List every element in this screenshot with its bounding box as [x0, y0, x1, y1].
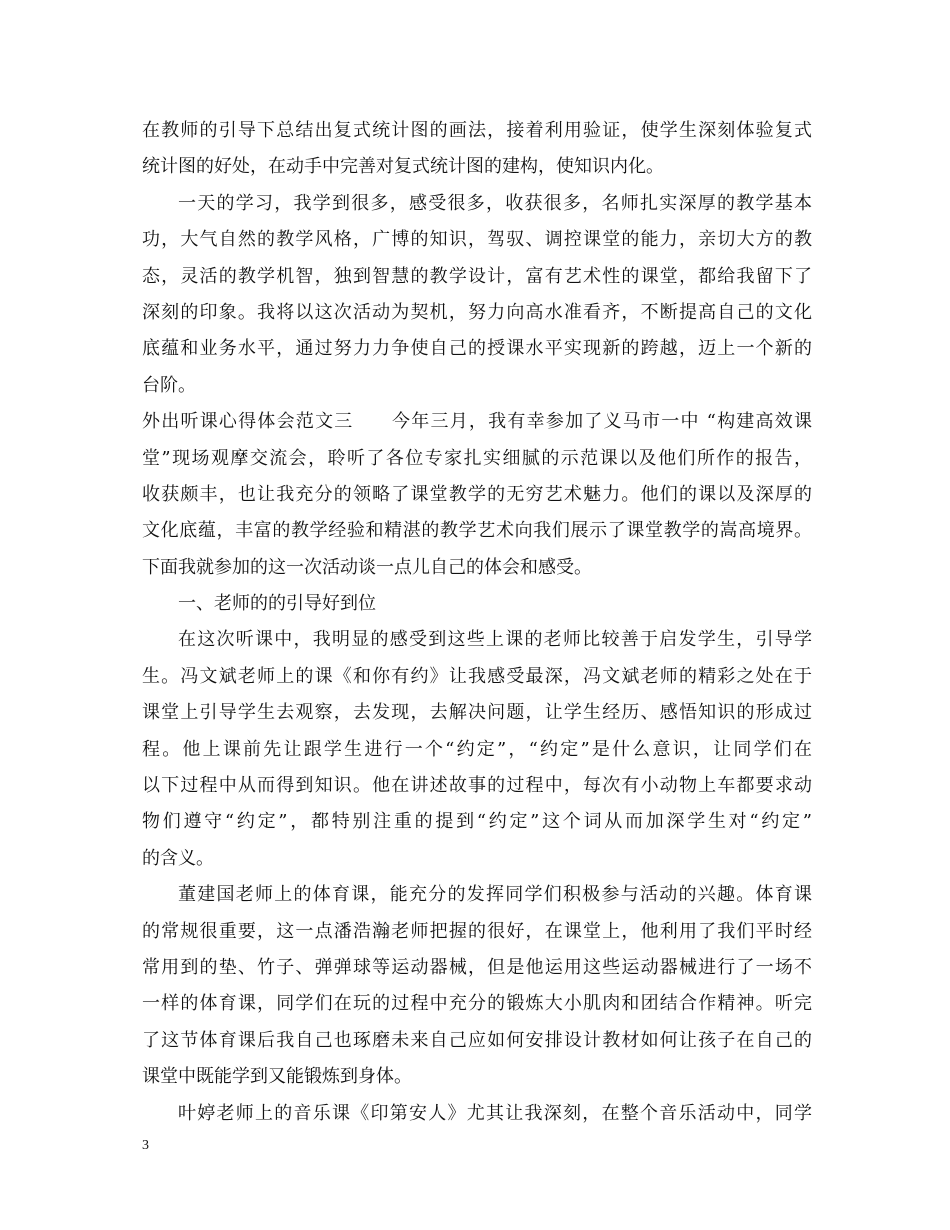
text-line: 了这节体育课后我自己也琢磨未来自己应如何安排设计教材如何让孩子在自己的: [142, 1029, 812, 1051]
section-title-line: 外出听课心得体会范文三 今年三月，我有幸参加了义马市一中 “构建高效课: [142, 411, 812, 433]
text-line: 统计图的好处，在动手中完善对复式统计图的建构，使知识内化。: [142, 156, 664, 178]
text-line: 态，灵活的教学机智，独到智慧的教学设计，富有艺术性的课堂，都给我留下了: [142, 265, 812, 287]
text-line: 以下过程中从而得到知识。他在讲述故事的过程中，每次有小动物上车都要求动: [142, 775, 812, 797]
text-line: 收获颇丰，也让我充分的领略了课堂教学的无穷艺术魅力。他们的课以及深厚的: [142, 483, 812, 505]
text-line: 程。他上课前先让跟学生进行一个“约定”，“约定”是什么意识，让同学们在: [142, 738, 812, 760]
text-line: 一样的体育课，同学们在玩的过程中充分的锻炼大小肌肉和团结合作精神。听完: [142, 993, 812, 1015]
text-line: 课堂中既能学到又能锻炼到身体。: [142, 1066, 412, 1088]
text-line: 底蕴和业务水平，通过努力力争使自己的授课水平实现新的跨越，迈上一个新的: [142, 338, 812, 360]
text-line: 物们遵守“约定”，都特别注重的提到“约定”这个词从而加深学生对“约定”: [142, 811, 812, 833]
text-line: 文化底蕴，丰富的教学经验和精湛的教学艺术向我们展示了课堂教学的嵩高境界。: [142, 520, 812, 542]
page-number: 3: [142, 1138, 149, 1153]
text-line: 深刻的印象。我将以这次活动为契机，努力向高水准看齐，不断提高自己的文化: [142, 301, 812, 323]
paragraph-first-line: 董建国老师上的体育课，能充分的发挥同学们积极参与活动的兴趣。体育课: [178, 884, 812, 906]
text-line: 功，大气自然的教学风格，广博的知识，驾驭、调控课堂的能力，亲切大方的教: [142, 229, 812, 251]
text-line: 的含义。: [142, 847, 214, 869]
subheading-line: 一、老师的的引导好到位: [178, 593, 376, 615]
text-line: 台阶。: [142, 374, 196, 396]
text-line: 的常规很重要，这一点潘浩瀚老师把握的很好，在课堂上，他利用了我们平时经: [142, 920, 812, 942]
text-line: 生。冯文斌老师上的课《和你有约》让我感受最深，冯文斌老师的精彩之处在于: [142, 665, 812, 687]
paragraph-first-line: 叶婷老师上的音乐课《印第安人》尤其让我深刻，在整个音乐活动中，同学: [178, 1102, 812, 1124]
body-text: [142, 113, 812, 1132]
text-line: 在教师的引导下总结出复式统计图的画法，接着利用验证，使学生深刻体验复式: [142, 120, 812, 141]
text-line: 课堂上引导学生去观察，去发现，去解决问题，让学生经历、感悟知识的形成过: [142, 702, 812, 724]
paragraph-first-line: 一天的学习，我学到很多，感受很多，收获很多，名师扎实深厚的教学基本: [178, 192, 812, 214]
text-line: 下面我就参加的这一次活动谈一点儿自己的体会和感受。: [142, 556, 592, 578]
paragraph-first-line: 在这次听课中，我明显的感受到这些上课的老师比较善于启发学生，引导学: [178, 629, 812, 651]
text-line: 堂”现场观摩交流会，聆听了各位专家扎实细腻的示范课以及他们所作的报告，: [142, 447, 812, 469]
text-line: 常用到的垫、竹子、弹弹球等运动器械，但是他运用这些运动器械进行了一场不: [142, 956, 812, 978]
